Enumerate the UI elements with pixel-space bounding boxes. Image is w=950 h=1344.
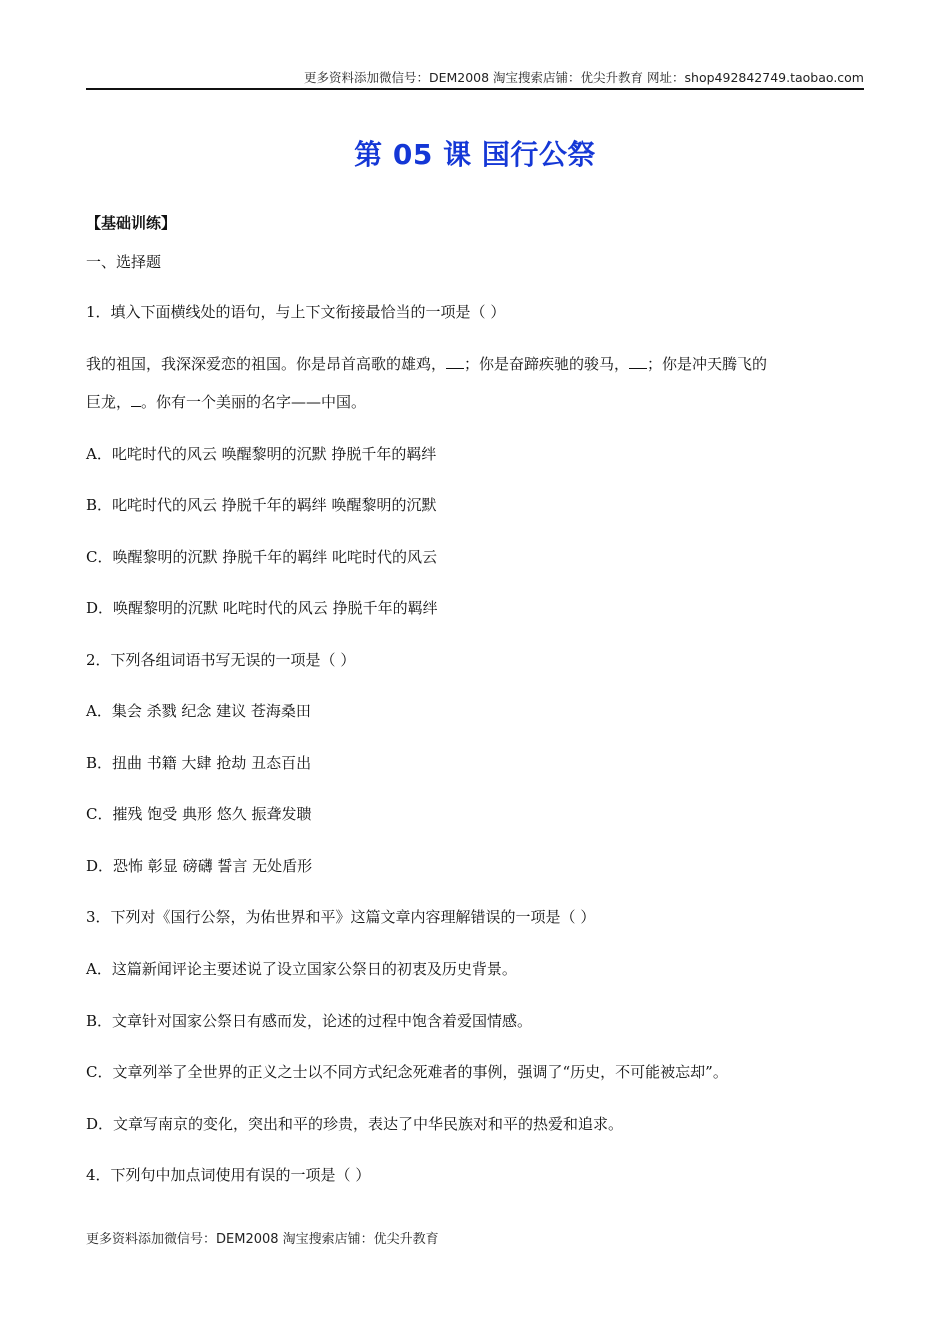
- question-1-option-c: C．唤醒黎明的沉默 挣脱千年的羁绊 叱咤时代的风云: [86, 548, 438, 566]
- passage-text: ；你是奋蹄疾驰的骏马，: [464, 355, 630, 373]
- fill-blank-1: [446, 357, 464, 369]
- question-3-option-c: C．文章列举了全世界的正义之士以不同方式纪念死难者的事例，强调了“历史，不可能被忘却”。: [86, 1063, 728, 1081]
- question-3-option-d: D．文章写南京的变化，突出和平的珍贵，表达了中华民族对和平的热爱和追求。: [86, 1115, 624, 1133]
- question-1-stem: 1．填入下面横线处的语句，与上下文衔接最恰当的一项是（ ）: [86, 303, 506, 321]
- fill-blank-2: [629, 357, 647, 369]
- question-2-option-b: B．扭曲 书籍 大肆 抢劫 丑态百出: [86, 754, 312, 772]
- passage-text: ；你是冲天腾飞的: [647, 355, 768, 373]
- question-2-option-c: C．摧残 饱受 典形 悠久 振聋发聩: [86, 805, 312, 823]
- part-heading: 一、选择题: [86, 253, 162, 271]
- page-footer: 更多资料添加微信号：DEM2008 淘宝搜索店铺：优尖升教育: [86, 1232, 439, 1247]
- passage-text: 我的祖国，我深深爱恋的祖国。你是昂首高歌的雄鸡，: [86, 355, 447, 373]
- question-2-option-d: D．恐怖 彰显 磅礴 誓言 无处盾形: [86, 857, 313, 875]
- question-3-option-a: A．这篇新闻评论主要述说了设立国家公祭日的初衷及历史背景。: [86, 960, 517, 978]
- question-2-stem: 2．下列各组词语书写无误的一项是（ ）: [86, 651, 356, 669]
- page-title: 第 05 课 国行公祭: [354, 138, 596, 171]
- question-1-passage-line-1: [86, 353, 767, 374]
- question-4-stem: 4．下列句中加点词使用有误的一项是（ ）: [86, 1166, 371, 1184]
- section-heading: 【基础训练】: [86, 214, 177, 232]
- passage-text: 。你有一个美丽的名字——中国。: [141, 393, 367, 411]
- question-3-stem: 3．下列对《国行公祭，为佑世界和平》这篇文章内容理解错误的一项是（ ）: [86, 908, 596, 926]
- question-1-passage-line-2: [86, 391, 366, 412]
- question-2-option-a: A．集会 杀戮 纪念 建议 苍海桑田: [86, 702, 311, 720]
- header-divider: [86, 88, 864, 90]
- question-3-option-b: B．文章针对国家公祭日有感而发，论述的过程中饱含着爱国情感。: [86, 1012, 533, 1030]
- question-1-option-b: B．叱咤时代的风云 挣脱千年的羁绊 唤醒黎明的沉默: [86, 496, 437, 514]
- question-1-option-a: A．叱咤时代的风云 唤醒黎明的沉默 挣脱千年的羁绊: [86, 445, 437, 463]
- page-header: 更多资料添加微信号：DEM2008 淘宝搜索店铺：优尖升教育 网址：shop492842749.taobao.com: [303, 70, 864, 85]
- passage-text: 巨龙，: [86, 393, 132, 411]
- fill-blank-3: [131, 395, 141, 407]
- question-1-option-d: D．唤醒黎明的沉默 叱咤时代的风云 挣脱千年的羁绊: [86, 599, 438, 617]
